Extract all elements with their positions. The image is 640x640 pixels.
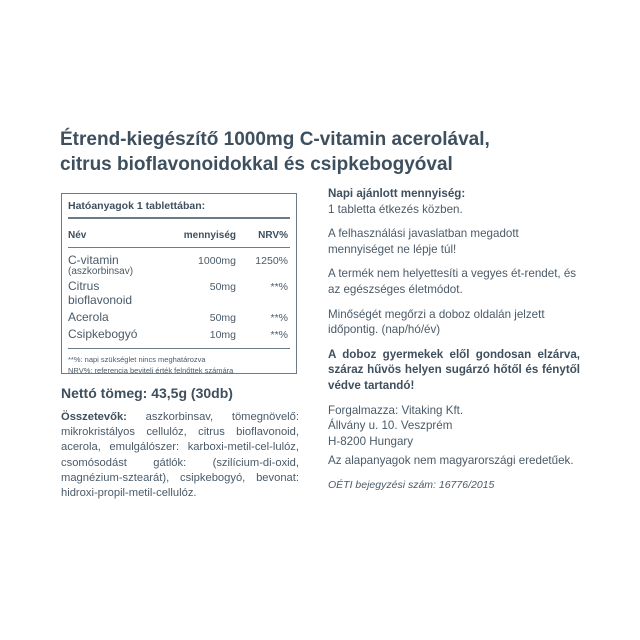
table-row bbox=[68, 279, 290, 307]
row-quantity: 10mg bbox=[209, 328, 236, 341]
table-row bbox=[68, 310, 290, 324]
table-header-row bbox=[68, 230, 290, 241]
footnote: **%: napi szükséglet nincs meghatározva bbox=[68, 354, 206, 364]
distributor-street: Állvány u. 10. Veszprém bbox=[328, 419, 453, 433]
diet-notice: A termék nem helyettesíti a vegyes ét-rendet, és az egészséges életmódot. bbox=[328, 267, 577, 296]
product-title-line2: citrus bioflavonoidokkal és csipkebogyóval bbox=[60, 154, 453, 175]
row-quantity: 50mg bbox=[209, 311, 236, 324]
table-caption: Hatóanyagok 1 tablettában: bbox=[68, 200, 206, 212]
table-divider bbox=[68, 217, 290, 219]
footnote: NRV%: referencia beviteli érték felnőttek számára bbox=[68, 365, 234, 375]
product-title bbox=[60, 127, 600, 177]
ingredients-label: Összetevők: bbox=[61, 411, 127, 423]
storage-warning: A doboz gyermekek elől gondosan elzárva, száraz hűvös helyen sugárzó hőtől és fénytől védve tartandó! bbox=[328, 347, 580, 392]
table-divider bbox=[68, 348, 290, 349]
best-before-notice: Minőségét megőrzi a doboz oldalán jelzett időpontig. (nap/hó/év) bbox=[328, 307, 545, 337]
header-name: Név bbox=[68, 229, 87, 241]
row-nrv: **% bbox=[270, 280, 288, 293]
table-footnotes bbox=[68, 354, 290, 376]
distributor-postcode: H-8200 Hungary bbox=[328, 434, 414, 448]
table-divider bbox=[68, 247, 290, 248]
row-name: Acerola bbox=[68, 309, 109, 324]
product-title-line1: Étrend-kiegészítő 1000mg C-vitamin acerolával, bbox=[60, 129, 490, 150]
row-name: Citrus bioflavonoid bbox=[68, 278, 133, 307]
row-subname: (aszkorbinsav) bbox=[68, 265, 134, 277]
header-quantity: mennyiség bbox=[183, 229, 236, 241]
dose-text: 1 tabletta étkezés közben. bbox=[328, 202, 463, 216]
dose-warning: A felhasználási javaslatban megadott mennyiséget ne lépje túl! bbox=[328, 227, 519, 256]
row-nrv: 1250% bbox=[255, 254, 288, 267]
table-row bbox=[68, 253, 290, 267]
row-nrv: **% bbox=[270, 328, 288, 341]
row-nrv: **% bbox=[270, 311, 288, 324]
header-nrv: NRV% bbox=[258, 229, 288, 241]
registration-number: OÉTI bejegyzési szám: 16776/2015 bbox=[328, 478, 495, 491]
row-quantity: 50mg bbox=[209, 280, 236, 293]
distributor-name: Forgalmazza: Vitaking Kft. bbox=[328, 403, 464, 417]
ingredients-text bbox=[61, 410, 299, 501]
row-name: Csipkebogyó bbox=[68, 326, 138, 341]
row-name: C-vitamin bbox=[68, 252, 119, 267]
table-row bbox=[68, 327, 290, 341]
row-quantity: 1000mg bbox=[198, 254, 236, 267]
ingredients-list: aszkorbinsav, tömegnövelő: mikrokristályos cellulóz, citrus bioflavonoid, acerola, emulgálószer: karboxi-metil-cel-lulóz, csomósodást gátlók: (szilícium-di-oxid, magnézium-sztearát), csipkebogyó, bevonat: hidroxi-propil-metil-cellulóz. bbox=[61, 411, 299, 500]
origin-notice: Az alapanyagok nem magyarországi eredetűek. bbox=[328, 454, 574, 468]
active-ingredients-table bbox=[61, 193, 297, 374]
net-weight: Nettó tömeg: 43,5g (30db) bbox=[61, 385, 233, 401]
usage-info-column bbox=[328, 186, 580, 503]
dose-title: Napi ajánlott mennyiség: bbox=[328, 187, 466, 200]
